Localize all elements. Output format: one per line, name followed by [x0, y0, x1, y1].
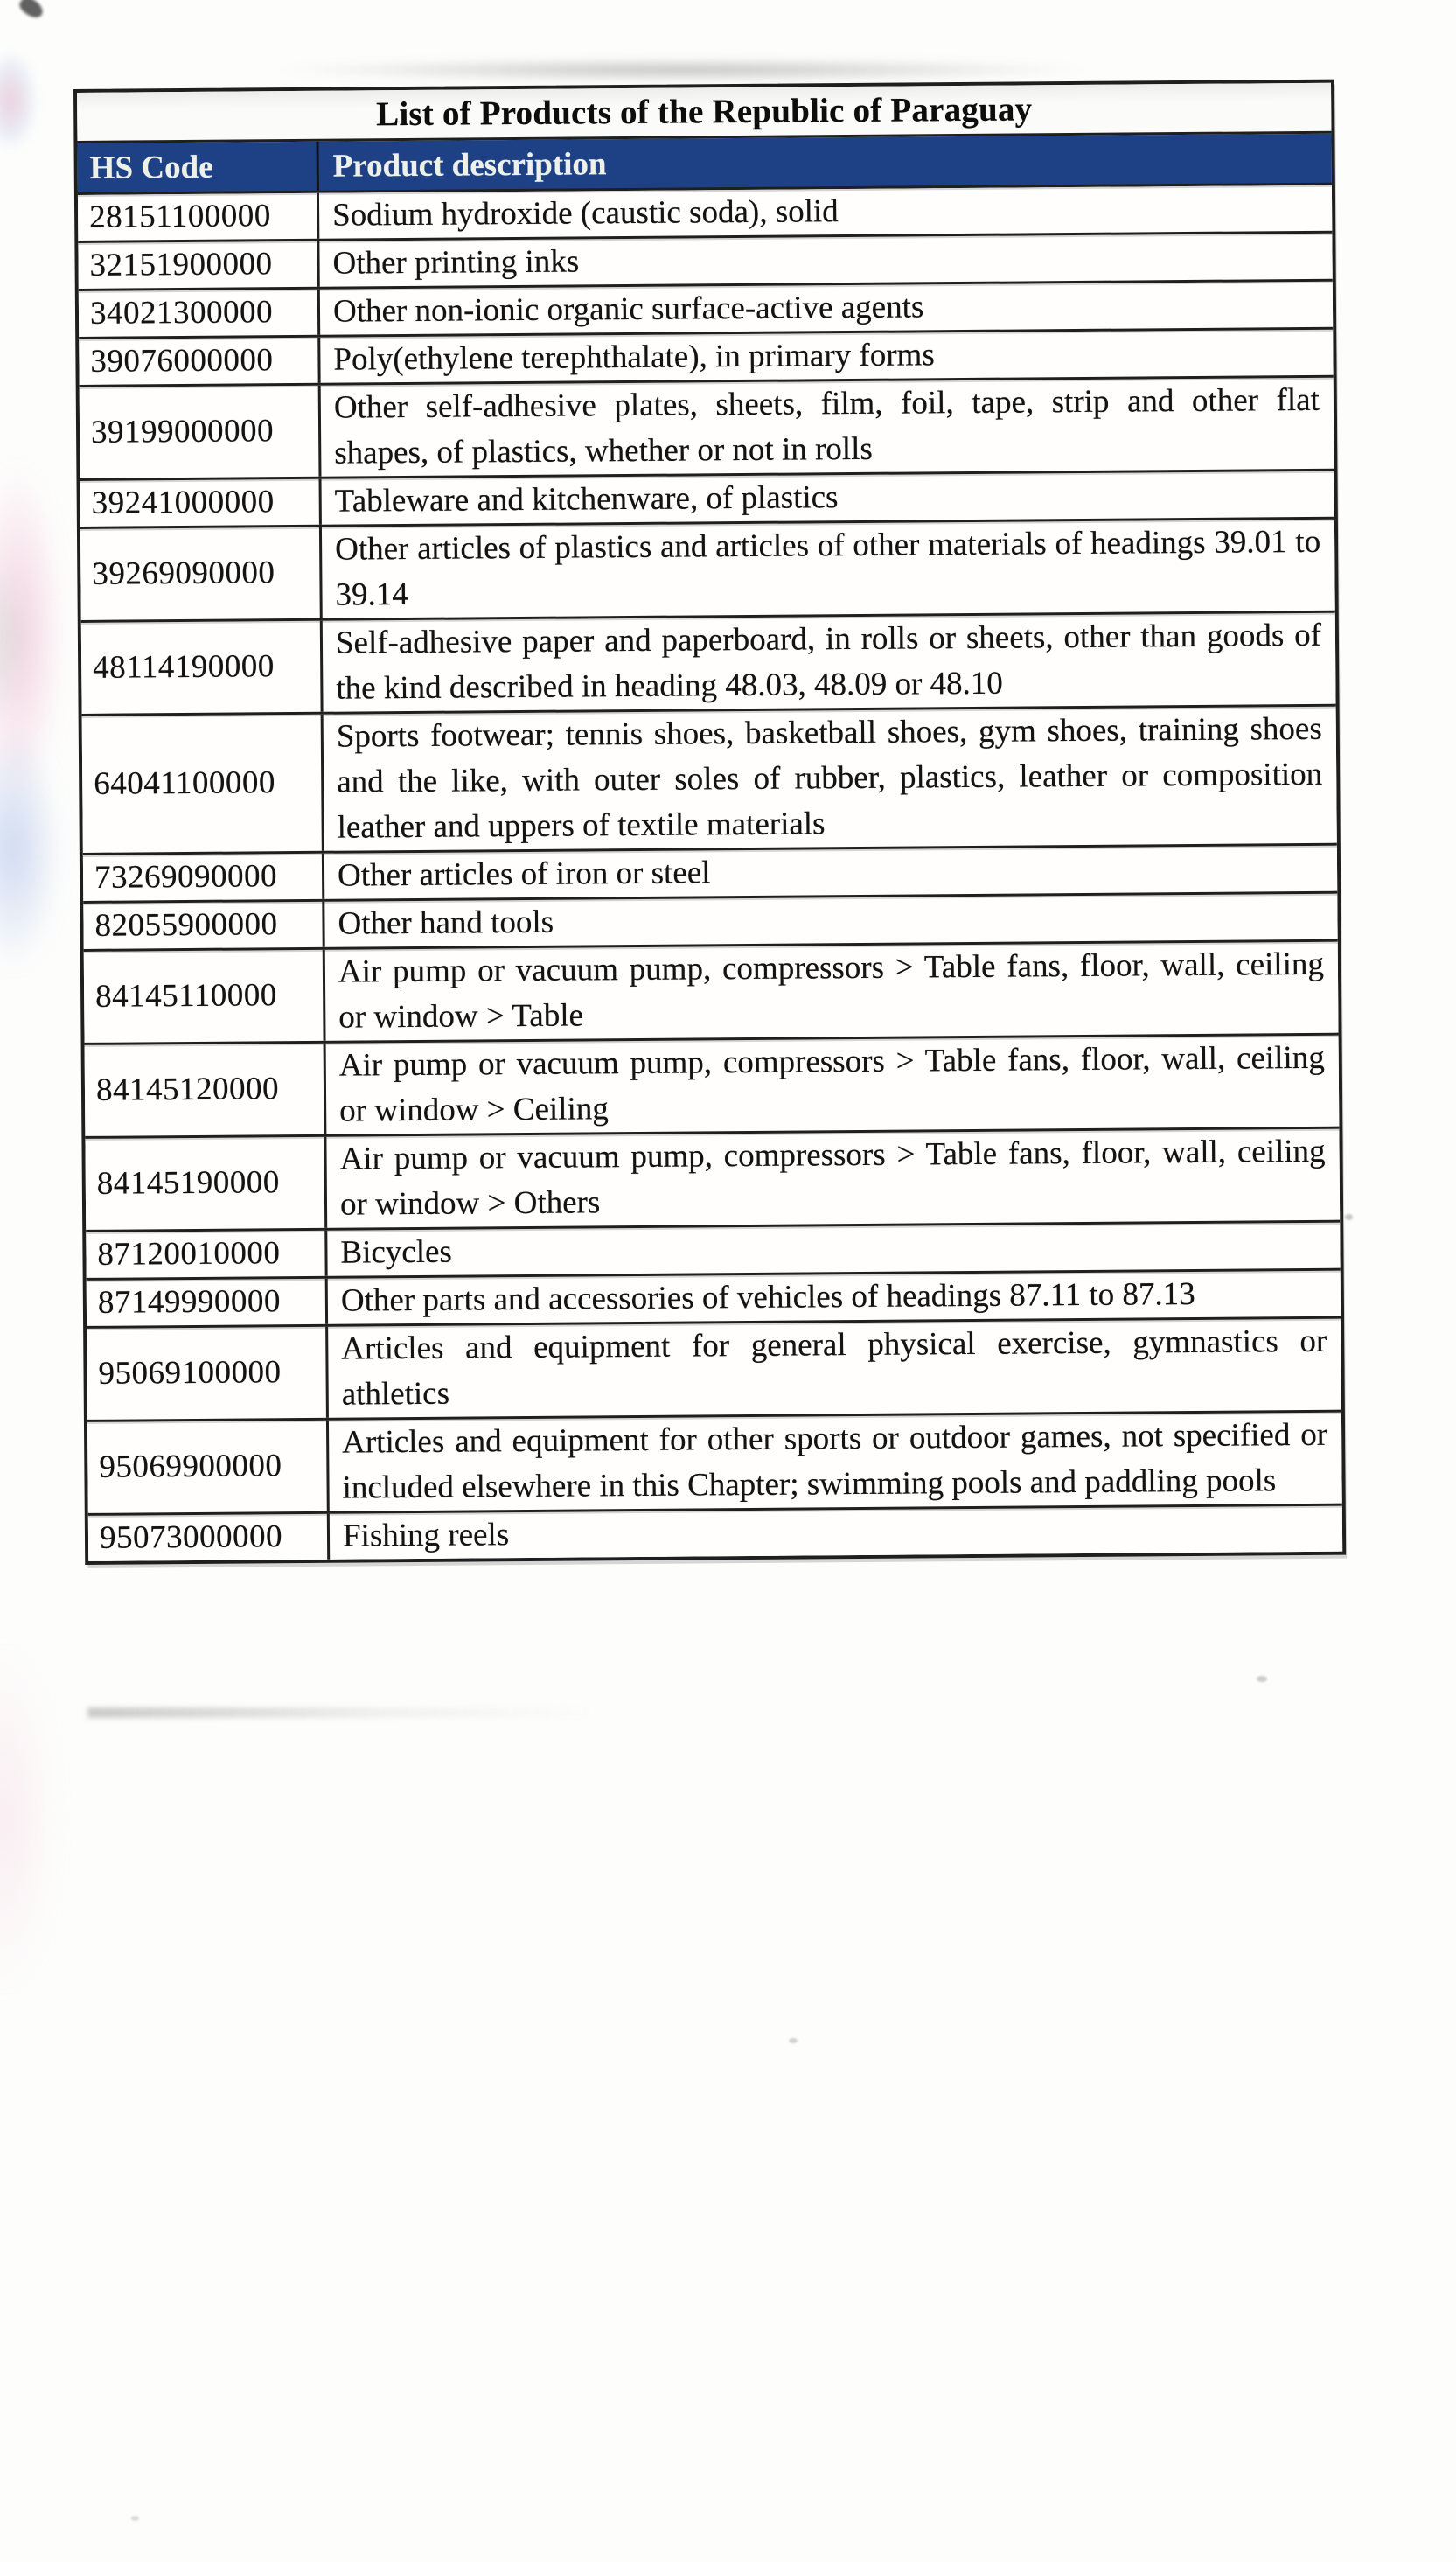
hs-code-cell: 32151900000 — [78, 241, 319, 289]
table-row — [84, 939, 1339, 1043]
table-row — [85, 1033, 1340, 1136]
product-description-cell: Tableware and kitchenware, of plastics — [334, 479, 839, 520]
table-row — [80, 517, 1335, 620]
hs-code-cell: 95073000000 — [88, 1514, 330, 1561]
product-description-cell: Bicycles — [340, 1233, 453, 1271]
hs-code-cell: 39199000000 — [80, 386, 322, 478]
product-description-cell: Other self-adhesive plates, sheets, film, foil, tape, strip and other flat shapes, of plastics, whether or not in rolls — [333, 381, 1320, 471]
scan-green-smudge — [0, 525, 52, 752]
table-row — [82, 704, 1337, 853]
scan-speck — [1345, 1214, 1353, 1220]
table-row — [80, 375, 1334, 478]
hs-code-cell: 84145120000 — [85, 1044, 327, 1136]
hs-code-cell: 39241000000 — [80, 479, 322, 527]
product-description-cell: Other articles of plastics and articles of other materials of headings 39.01 to 39.14 — [334, 523, 1321, 613]
product-description-cell: Self-adhesive paper and paperboard, in rolls or sheets, other than goods of the kind described in heading 48.03, 48.09 or 48.10 — [335, 617, 1322, 707]
table-row — [80, 469, 1334, 527]
column-header-hs-code: HS Code — [77, 142, 318, 192]
hs-code-cell: 34021300000 — [79, 290, 320, 337]
hs-code-cell: 39269090000 — [80, 527, 323, 620]
table-row — [86, 1220, 1340, 1278]
column-header-product-description: Product description — [332, 145, 607, 185]
table-row — [78, 231, 1332, 289]
hs-code-cell: 84145190000 — [85, 1137, 327, 1230]
scan-speck — [789, 2038, 798, 2043]
table-row — [83, 891, 1337, 949]
hs-code-cell: 82055900000 — [83, 902, 324, 949]
products-table — [73, 80, 1346, 1565]
table-row — [85, 1127, 1340, 1230]
hs-code-cell: 39076000000 — [79, 338, 320, 385]
scan-pink-smudge-lower — [0, 1574, 79, 2064]
scan-speck — [1257, 1676, 1267, 1682]
hs-code-cell: 28151100000 — [78, 193, 319, 241]
table-row — [79, 327, 1333, 385]
hs-code-cell: 64041100000 — [82, 715, 324, 853]
product-description-cell: Articles and equipment for general physical exercise, gymnastics or athletics — [341, 1323, 1327, 1413]
table-row — [87, 1316, 1341, 1420]
product-description-cell: Other non-ionic organic surface-active agents — [332, 289, 924, 330]
product-description-cell: Other parts and accessories of vehicles of headings 87.11 to 87.13 — [340, 1275, 1195, 1319]
hs-code-cell: 48114190000 — [81, 621, 324, 714]
scan-corner-mark — [17, 0, 45, 22]
table-row — [79, 279, 1333, 337]
page-title: List of Products of the Republic of Paraguay — [375, 90, 1033, 134]
product-description-cell: Other printing inks — [332, 243, 580, 282]
table-row — [87, 1410, 1342, 1513]
hs-code-cell: 87120010000 — [86, 1231, 327, 1278]
hs-code-cell: 95069100000 — [87, 1327, 329, 1420]
product-description-cell: Articles and equipment for other sports or outdoor games, not specified or included elsewhere in this Chapter; swimming pools and paddling pools — [341, 1416, 1328, 1506]
table-row — [83, 843, 1337, 901]
table-row — [88, 1504, 1342, 1561]
scan-pink-smudge — [0, 398, 83, 870]
scan-blue-smudge — [0, 674, 83, 1023]
scan-color-smudge-top — [0, 35, 45, 166]
product-description-cell: Poly(ethylene terephthalate), in primary forms — [333, 337, 935, 378]
product-description-cell: Air pump or vacuum pump, compressors > Table fans, floor, wall, ceiling or window > Ceiling — [338, 1039, 1325, 1129]
hs-code-cell: 95069900000 — [87, 1421, 330, 1513]
product-description-cell: Fishing reels — [342, 1517, 510, 1554]
product-description-cell: Sodium hydroxide (caustic soda), solid — [331, 193, 839, 234]
product-description-cell: Air pump or vacuum pump, compressors > Table fans, floor, wall, ceiling or window > Others — [339, 1133, 1326, 1223]
table-body — [78, 185, 1342, 1561]
product-description-cell: Other articles of iron or steel — [337, 855, 711, 894]
product-description-cell: Other hand tools — [338, 904, 554, 942]
hs-code-cell: 87149990000 — [87, 1279, 328, 1326]
table-row — [87, 1268, 1341, 1326]
table-row — [81, 611, 1336, 714]
product-description-cell: Air pump or vacuum pump, compressors > Table fans, floor, wall, ceiling or window > Table — [338, 946, 1325, 1036]
scan-speck — [131, 2516, 139, 2521]
product-description-cell: Sports footwear; tennis shoes, basketball shoes, gym shoes, training shoes and the like, with outer soles of rubber, plastics, leather or composition leather and uppers of textile materials — [336, 710, 1323, 846]
scan-bottom-streak — [87, 1707, 595, 1718]
hs-code-cell: 84145110000 — [84, 950, 326, 1043]
hs-code-cell: 73269090000 — [83, 854, 324, 901]
